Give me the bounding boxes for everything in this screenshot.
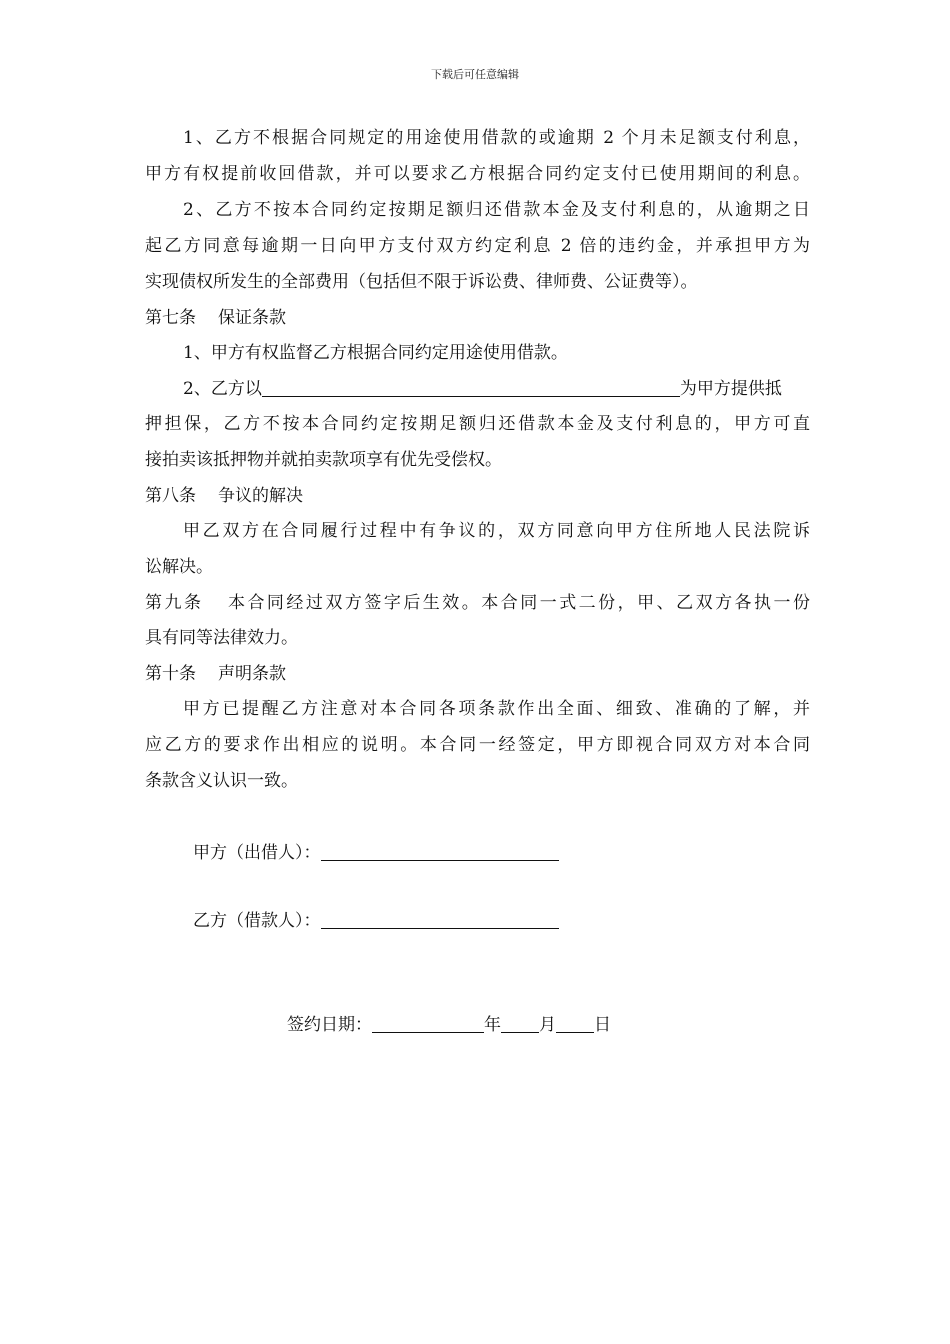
clause-7-item-2-suffix: 为甲方提供抵 xyxy=(679,379,782,399)
clause-6-item-2-line-1: 2、乙方不按本合同约定按期足额归还借款本金及支付利息的，从逾期之日 xyxy=(183,200,810,220)
clause-7-item-2-line-3: 接拍卖该抵押物并就拍卖款项享有优先受偿权。 xyxy=(145,450,502,470)
clause-7-item-1: 1、甲方有权监督乙方根据合同约定用途使用借款。 xyxy=(183,343,568,363)
date-day-field[interactable] xyxy=(556,1014,594,1033)
article-10-number: 第十条 xyxy=(145,664,196,684)
clause-6-item-2-line-3: 实现债权所发生的全部费用（包括但不限于诉讼费、律师费、公证费等）。 xyxy=(145,272,698,292)
party-b-signature-field[interactable] xyxy=(321,910,559,929)
article-9-number: 第九条 xyxy=(145,593,204,613)
article-8-heading xyxy=(145,485,810,507)
page-header: 下载后可任意编辑 xyxy=(431,68,519,81)
day-label: 日 xyxy=(594,1015,611,1035)
clause-6-item-1-line-1: 1、乙方不根据合同规定的用途使用借款的或逾期 2 个月未足额支付利息， xyxy=(183,128,810,148)
date-month-field[interactable] xyxy=(501,1014,539,1033)
clause-10-line-3: 条款含义认识一致。 xyxy=(145,771,298,791)
party-a-signature-field[interactable] xyxy=(321,842,559,861)
article-10-heading xyxy=(145,663,810,685)
party-b-label: 乙方（借款人）： xyxy=(193,911,321,931)
article-8-title: 争议的解决 xyxy=(218,486,303,506)
month-label: 月 xyxy=(539,1015,556,1035)
party-b-signature-row xyxy=(193,910,559,932)
clause-7-item-2-line-1 xyxy=(183,378,810,400)
article-9-line-2: 具有同等法律效力。 xyxy=(145,628,298,648)
clause-6-item-2-line-2: 起乙方同意每逾期一日向甲方支付双方约定利息 2 倍的违约金，并承担甲方为 xyxy=(145,236,810,256)
article-9-text: 本合同经过双方签字后生效。本合同一式二份，甲、乙双方各执一份 xyxy=(225,593,811,613)
clause-10-line-2: 应乙方的要求作出相应的说明。本合同一经签定，甲方即视合同双方对本合同 xyxy=(145,735,810,755)
clause-10-line-1: 甲方已提醒乙方注意对本合同各项条款作出全面、细致、准确的了解，并 xyxy=(183,699,810,719)
article-7-heading xyxy=(145,307,810,329)
collateral-blank-field[interactable] xyxy=(262,378,680,397)
clause-8-line-2: 讼解决。 xyxy=(145,557,213,577)
signing-date-row xyxy=(287,1014,611,1036)
clause-7-item-2-line-2: 押担保，乙方不按本合同约定按期足额归还借款本金及支付利息的，甲方可直 xyxy=(145,414,810,434)
article-10-title: 声明条款 xyxy=(218,664,286,684)
article-8-number: 第八条 xyxy=(145,486,196,506)
article-7-number: 第七条 xyxy=(145,308,196,328)
party-a-label: 甲方（出借人）： xyxy=(193,843,321,863)
article-7-title: 保证条款 xyxy=(218,308,286,328)
year-label: 年 xyxy=(484,1015,501,1035)
party-a-signature-row xyxy=(193,842,559,864)
clause-6-item-1-line-2: 甲方有权提前收回借款，并可以要求乙方根据合同约定支付已使用期间的利息。 xyxy=(145,164,810,184)
clause-7-item-2-prefix: 2、乙方以 xyxy=(183,379,262,399)
clause-8-line-1: 甲乙双方在合同履行过程中有争议的，双方同意向甲方住所地人民法院诉 xyxy=(183,521,810,541)
date-label: 签约日期： xyxy=(287,1015,372,1035)
date-year-field[interactable] xyxy=(372,1014,484,1033)
article-9-line-1 xyxy=(145,592,810,614)
